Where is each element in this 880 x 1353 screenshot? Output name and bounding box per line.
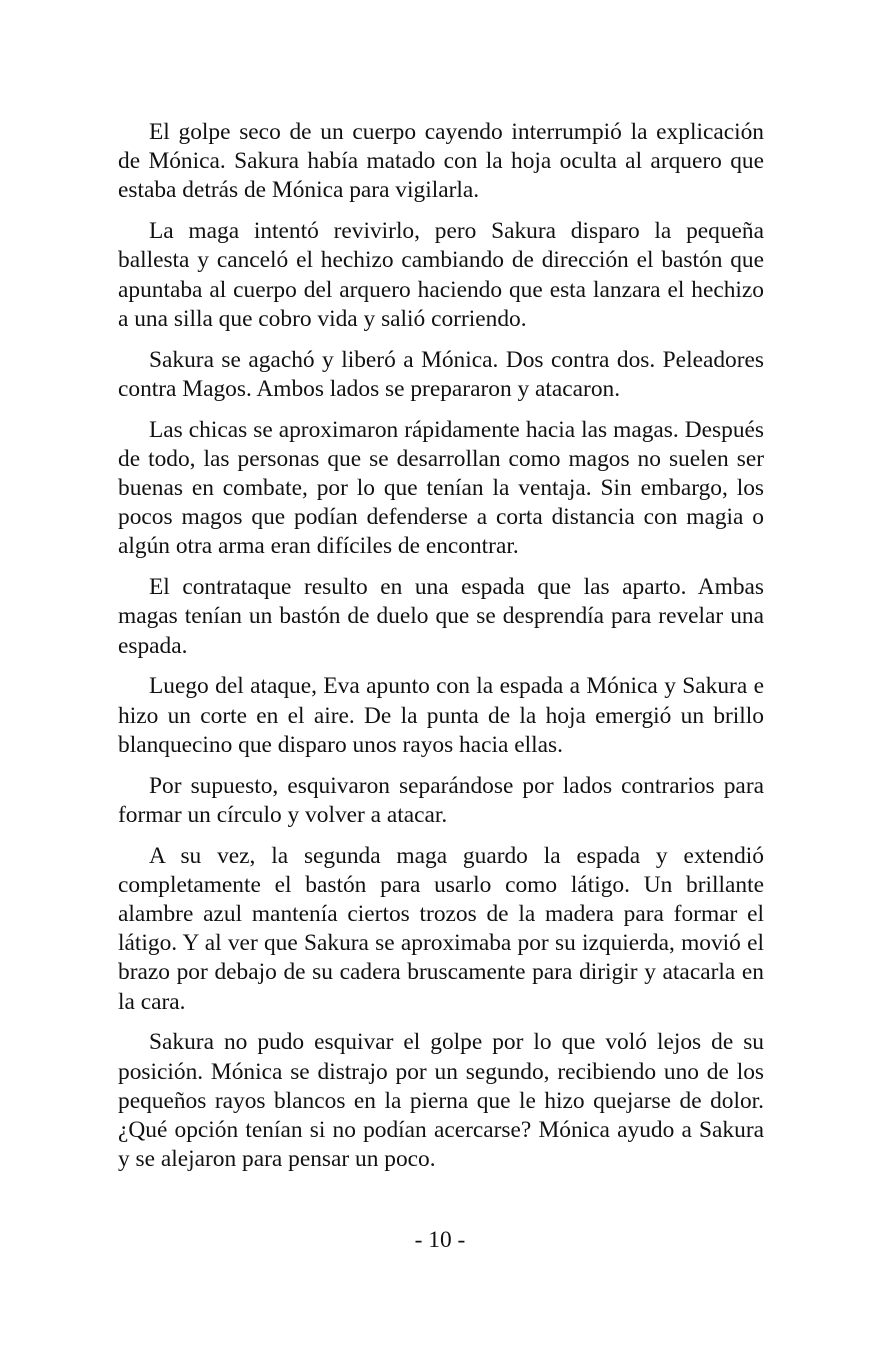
- paragraph: Las chicas se aproximaron rápidamente hacia las magas. Después de todo, las personas que se desarrollan como magos no suelen ser buenas en combate, por lo que tenían la ventaja. Sin embargo, los pocos magos que podían defenderse a corta distancia con magia o algún otra arma eran difíciles de encontrar.: [118, 416, 764, 560]
- paragraph: Por supuesto, esquivaron separándose por lados contrarios para formar un círculo y volver a atacar.: [118, 772, 764, 828]
- paragraph: El contrataque resulto en una espada que las aparto. Ambas magas tenían un bastón de duelo que se desprendía para revelar una espada.: [118, 574, 764, 659]
- paragraph: Luego del ataque, Eva apunto con la espada a Mónica y Sakura e hizo un corte en el aire. De la punta de la hoja emergió un brillo blanquecino que disparo unos rayos hacia ellas.: [118, 673, 764, 758]
- page-number: - 10 -: [414, 1227, 466, 1253]
- paragraph: Sakura no pudo esquivar el golpe por lo que voló lejos de su posición. Mónica se distrajo por un segundo, recibiendo uno de los pequeños rayos blancos en la pierna que le hizo quejarse de dolor. ¿Qué opción tenían si no podían acercarse? Mónica ayudo a Sakura y se alejaron para pensar un poco.: [118, 1029, 764, 1173]
- paragraph: A su vez, la segunda maga guardo la espada y extendió completamente el bastón para usarlo como látigo. Un brillante alambre azul mantenía ciertos trozos de la madera para formar el látigo. Y al ver que Sakura se aproximaba por su izquierda, movió el brazo por debajo de su cadera bruscamente para dirigir y atacarla en la cara.: [118, 842, 764, 1015]
- page-body: [118, 118, 764, 1186]
- paragraph: Sakura se agachó y liberó a Mónica. Dos contra dos. Peleadores contra Magos. Ambos lados se prepararon y atacaron.: [118, 346, 764, 402]
- paragraph: La maga intentó revivirlo, pero Sakura disparo la pequeña ballesta y canceló el hechizo cambiando de dirección el bastón que apuntaba al cuerpo del arquero haciendo que esta lanzara el hechizo a una silla que cobro vida y salió corriendo.: [118, 218, 764, 332]
- paragraph: El golpe seco de un cuerpo cayendo interrumpió la explicación de Mónica. Sakura había matado con la hoja oculta al arquero que estaba detrás de Mónica para vigilarla.: [118, 119, 764, 204]
